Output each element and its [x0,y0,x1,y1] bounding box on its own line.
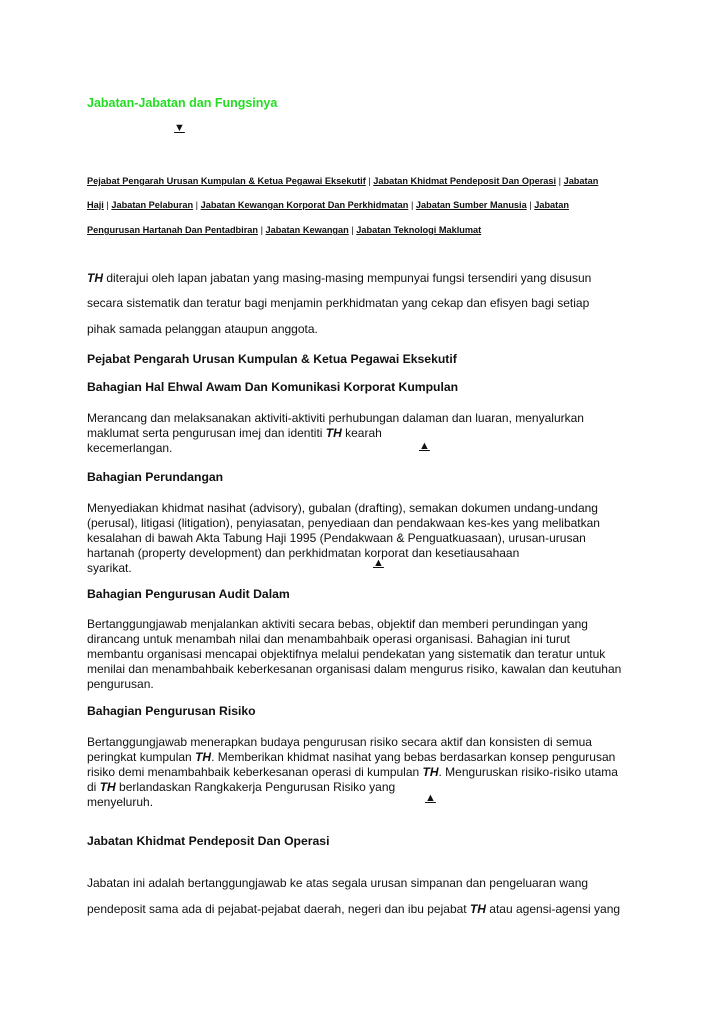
text-line [87,426,632,441]
paragraph-awam [87,411,632,456]
khidmat-line-2 [87,902,632,916]
text-line: hartanah (property development) dan perkhidmatan korporat dan kesetiausahaan [87,546,520,560]
link-jabatan-haji-part2[interactable]: Haji [87,200,104,210]
text-line: pengurusan. [87,677,154,691]
separator: | [195,200,199,210]
link-pengurusan-hartanah-part2[interactable]: Pengurusan Hartanah Dan Pentadbiran [87,225,259,235]
department-links-row-2 [87,200,632,210]
link-kewangan-korporat[interactable]: Jabatan Kewangan Korporat Dan Perkhidmatan [200,200,409,210]
section-heading-khidmat: Jabatan Khidmat Pendeposit Dan Operasi [87,834,330,848]
section-heading-awam: Bahagian Hal Ehwal Awam Dan Komunikasi Korporat Kumpulan [87,380,459,394]
section-heading-risiko: Bahagian Pengurusan Risiko [87,704,256,718]
th-abbrev: TH [469,902,486,916]
separator: | [410,200,414,210]
back-to-top-arrow-icon[interactable]: ▲ [373,557,384,569]
department-links-row-1 [87,176,632,186]
th-abbrev: TH [195,750,212,764]
link-jabatan-haji-part1[interactable]: Jabatan [563,176,599,186]
link-teknologi-maklumat[interactable]: Jabatan Teknologi Maklumat [356,225,482,235]
th-abbrev: TH [87,271,103,285]
text-run: . Menguruskan risiko-risiko utama [438,765,618,779]
text-line [87,780,632,795]
text-line: menyeluruh. [87,795,154,809]
text-line: kecemerlangan. [87,441,173,455]
link-pengurusan-hartanah-part1[interactable]: Jabatan [534,200,569,210]
section-heading-pejabat: Pejabat Pengarah Urusan Kumpulan & Ketua Pegawai Eksekutif [87,352,457,366]
intro-line-1 [87,271,632,285]
text-line: syarikat. [87,561,132,575]
khidmat-line-1: Jabatan ini adalah bertanggungjawab ke atas segala urusan simpanan dan pengeluaran wang [87,876,589,890]
link-khidmat-pendeposit[interactable]: Jabatan Khidmat Pendeposit Dan Operasi [373,176,557,186]
link-sumber-manusia[interactable]: Jabatan Sumber Manusia [415,200,527,210]
intro-line-3: pihak samada pelanggan ataupun anggota. [87,322,318,336]
text-line: kesalahan di bawah Akta Tabung Haji 1995 (Pendakwaan & Penguatkuasaan), urusan-urusan [87,531,586,545]
back-to-top-arrow-icon[interactable]: ▲ [425,792,436,804]
back-to-top-arrow-icon[interactable]: ▲ [419,440,430,452]
text-line: membantu organisasi mencapai objektifnya melalui pendekatan yang sistematik dan teratur untuk [87,647,606,661]
th-abbrev: TH [99,780,116,794]
text-line: Bertanggungjawab menerapkan budaya pengurusan risiko secara aktif dan konsisten di semua [87,735,592,749]
section-heading-perundangan: Bahagian Perundangan [87,470,224,484]
text-line: Bertanggungjawab menjalankan aktiviti secara bebas, objektif dan memberi perundingan yang [87,617,588,631]
link-pejabat-pengarah[interactable]: Pejabat Pengarah Urusan Kumpulan & Ketua Pegawai Eksekutif [87,176,366,186]
text-run: atau agensi-agensi yang [485,902,621,916]
paragraph-audit [87,617,632,692]
text-run: pendeposit sama ada di pejabat-pejabat daerah, negeri dan ibu pejabat [87,902,470,916]
separator: | [351,225,354,235]
link-pelaburan[interactable]: Jabatan Pelaburan [111,200,194,210]
separator: | [529,200,532,210]
section-heading-audit: Bahagian Pengurusan Audit Dalam [87,587,290,601]
text-line: Merancang dan melaksanakan aktiviti-aktiviti perhubungan dalaman dan luaran, menyalurkan [87,411,584,425]
paragraph-perundangan [87,501,632,576]
department-links-row-3 [87,225,632,235]
text-line: menilai dan menambahbaik keberkesanan organisasi dalam mengurus risiko, kawalan dan keutuhan [87,662,622,676]
intro-text: diterajui oleh lapan jabatan yang masing-masing mempunyai fungsi tersendiri yang disusun [103,271,592,285]
text-run: risiko demi menambahbaik keberkesanan operasi di kumpulan [87,765,423,779]
text-run: kearah [341,426,382,440]
text-line: (perusal), litigasi (litigation), penyiasatan, penyediaan dan pendakwaan kes-kes yang melibatkan [87,516,600,530]
text-run: di [87,780,100,794]
text-run: maklumat serta pengurusan imej dan identiti [87,426,326,440]
text-run: berlandaskan Rangkakerja Pengurusan Risiko yang [115,780,396,794]
text-line: Menyediakan khidmat nasihat (advisory), gubalan (drafting), semakan dokumen undang-undang [87,501,598,515]
text-line [87,765,632,780]
separator: | [260,225,263,235]
separator: | [106,200,109,210]
separator: | [558,176,562,186]
intro-line-2: secara sistematik dan teratur bagi menjamin perkhidmatan yang cekap dan efisyen bagi setiap [87,296,590,310]
separator: | [368,176,371,186]
text-run: . Memberikan khidmat nasihat yang bebas berdasarkan konsep pengurusan [211,750,616,764]
th-abbrev: TH [325,426,342,440]
text-line: dirancang untuk menambah nilai dan menambahbaik operasi organisasi. Bahagian ini turut [87,632,570,646]
th-abbrev: TH [422,765,439,779]
text-line [87,750,632,765]
link-kewangan[interactable]: Jabatan Kewangan [265,225,349,235]
page-title: Jabatan-Jabatan dan Fungsinya [87,96,278,110]
paragraph-risiko [87,735,632,810]
expand-arrow-icon[interactable]: ▼ [174,122,185,134]
text-run: peringkat kumpulan [87,750,196,764]
